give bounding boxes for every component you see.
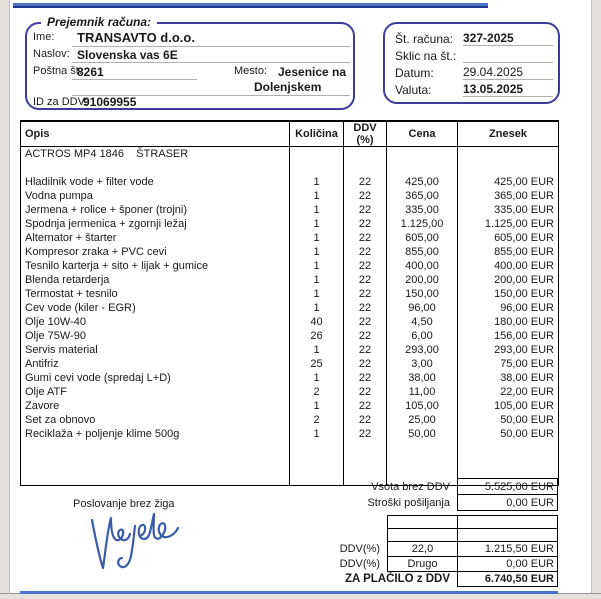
cell-znesek: 855,00 EUR [458, 245, 559, 259]
cell-desc: Spodnja jermenica + zgornji ležaj [21, 217, 290, 231]
cell-qty: 40 [290, 315, 344, 329]
col-header-kolicina: Količina [290, 121, 344, 147]
cell-znesek: 105,00 EUR [458, 399, 559, 413]
empty-value-cell-1 [457, 515, 558, 529]
cell-desc: Cev vode (kiler - EGR) [21, 301, 290, 315]
invoice-number-label: Št. računa: [395, 32, 454, 46]
cell-znesek: 1.125,00 EUR [458, 217, 559, 231]
cell-ddv: 22 [344, 385, 387, 399]
cell-qty: 1 [290, 259, 344, 273]
items-table-wrap [20, 120, 558, 486]
cell-cena: 365,00 [387, 189, 458, 203]
due-date-label: Valuta: [395, 83, 432, 97]
cell-qty: 25 [290, 357, 344, 371]
cell-cena: 400,00 [387, 259, 458, 273]
cell-qty: 1 [290, 217, 344, 231]
postal-label: Poštna št. [33, 65, 82, 77]
top-accent-bar [13, 3, 488, 8]
reference-row [395, 48, 553, 64]
table-row [21, 301, 559, 315]
cell-znesek: 365,00 EUR [458, 189, 559, 203]
cell-ddv: 22 [344, 259, 387, 273]
city-label: Mesto: [234, 65, 268, 77]
table-row [21, 189, 559, 203]
cell-cena: 1.125,00 [387, 217, 458, 231]
cell-desc: Antifriz [21, 357, 290, 371]
cell-desc: Kompresor zraka + PVC cevi [21, 245, 290, 259]
address-field-underline [72, 62, 350, 63]
date-field[interactable]: 29.04.2025 [463, 65, 553, 80]
cell-cena: 605,00 [387, 231, 458, 245]
postal-field-underline [72, 79, 197, 80]
cell-ddv: 22 [344, 175, 387, 189]
cell-ddv: 22 [344, 245, 387, 259]
cell-qty: 2 [290, 413, 344, 427]
col-header-znesek: Znesek [458, 121, 559, 147]
subtotal-label: Vsota brez DDV [371, 480, 450, 493]
cell-cena: 4,50 [387, 315, 458, 329]
cell-ddv: 22 [344, 301, 387, 315]
cell-cena: 105,00 [387, 399, 458, 413]
cell-desc: Termostat + tesnilo [21, 287, 290, 301]
cell-desc: Reciklaža + poljenje klime 500g [21, 427, 290, 441]
vat-label-2: DDV(%) [339, 558, 380, 570]
cell-desc: Set za obnovo [21, 413, 290, 427]
cell-desc: Olje ATF [21, 385, 290, 399]
no-stamp-label: Poslovanje brez žiga [73, 498, 175, 510]
cell-ddv: 22 [344, 217, 387, 231]
reference-field[interactable] [463, 48, 553, 63]
shipping-label: Stroški pošiljanja [367, 496, 450, 509]
cell-ddv: 22 [344, 427, 387, 441]
blank-row [21, 161, 559, 175]
window-margin-left [0, 0, 10, 599]
items-table [20, 120, 559, 486]
due-date-row [395, 82, 553, 98]
cell-desc: Vodna pumpa [21, 189, 290, 203]
name-field-underline [72, 46, 350, 47]
vat-value-2: 0,00 EUR [457, 556, 558, 572]
vat-rate-2: Drugo [387, 556, 458, 572]
recipient-name-row [33, 31, 54, 43]
table-row [21, 217, 559, 231]
table-row [21, 231, 559, 245]
cell-cena: 3,00 [387, 357, 458, 371]
shipping-value: 0,00 EUR [457, 494, 558, 511]
cell-znesek: 293,00 EUR [458, 343, 559, 357]
cell-qty: 1 [290, 301, 344, 315]
empty-rate-cell-1 [387, 515, 458, 529]
cell-qty: 1 [290, 189, 344, 203]
cell-desc: Gumi cevi vode (spredaj L+D) [21, 371, 290, 385]
cell-znesek: 156,00 EUR [458, 329, 559, 343]
cell-qty: 26 [290, 329, 344, 343]
vat-id-label: ID za DDV: [33, 96, 88, 108]
group-title-row [21, 147, 559, 162]
cell-qty: 1 [290, 287, 344, 301]
subtotal-row [20, 478, 558, 495]
subtotal-value: 5.525,00 EUR [457, 478, 558, 495]
cell-cena: 855,00 [387, 245, 458, 259]
table-row [21, 371, 559, 385]
city-field-line2[interactable]: Dolenjskem [254, 80, 322, 94]
due-date-field[interactable]: 13.05.2025 [463, 82, 553, 97]
cell-qty: 1 [290, 371, 344, 385]
cell-desc: Blenda retarderja [21, 273, 290, 287]
cell-desc: Tesnilo karterja + sito + lijak + gumice [21, 259, 290, 273]
table-row [21, 245, 559, 259]
cell-desc: Jermena + rolice + šponer (trojni) [21, 203, 290, 217]
table-row [21, 329, 559, 343]
cell-ddv: 22 [344, 413, 387, 427]
cell-qty: 2 [290, 385, 344, 399]
group-title: ACTROS MP4 1846 ŠTRASER [21, 147, 290, 162]
cell-ddv: 22 [344, 231, 387, 245]
address-label: Naslov: [33, 48, 70, 60]
table-row [21, 357, 559, 371]
invoice-number-row [395, 31, 553, 47]
cell-znesek: 335,00 EUR [458, 203, 559, 217]
cell-znesek: 96,00 EUR [458, 301, 559, 315]
cell-cena: 293,00 [387, 343, 458, 357]
cell-cena: 96,00 [387, 301, 458, 315]
date-label: Datum: [395, 66, 434, 80]
cell-cena: 200,00 [387, 273, 458, 287]
window-margin-right [591, 0, 601, 599]
table-row [21, 287, 559, 301]
cell-desc: Olje 75W-90 [21, 329, 290, 343]
cell-cena: 50,00 [387, 427, 458, 441]
table-row [21, 315, 559, 329]
table-row [21, 259, 559, 273]
cell-ddv: 22 [344, 357, 387, 371]
cell-cena: 6,00 [387, 329, 458, 343]
table-row [21, 343, 559, 357]
table-row [21, 427, 559, 441]
invoice-number-field[interactable]: 327-2025 [463, 31, 553, 46]
cell-znesek: 50,00 EUR [458, 413, 559, 427]
cell-desc: Servis material [21, 343, 290, 357]
cell-znesek: 75,00 EUR [458, 357, 559, 371]
cell-ddv: 22 [344, 189, 387, 203]
empty-rate-cell-2 [387, 528, 458, 542]
cell-ddv: 22 [344, 203, 387, 217]
recipient-box [25, 15, 355, 110]
cell-qty: 1 [290, 245, 344, 259]
address-field[interactable]: Slovenska vas 6E [77, 48, 178, 62]
date-row [395, 65, 553, 81]
cell-ddv: 22 [344, 399, 387, 413]
cell-ddv: 22 [344, 329, 387, 343]
table-row [21, 203, 559, 217]
city-field-line1[interactable]: Jesenice na [278, 65, 347, 79]
cell-znesek: 400,00 EUR [458, 259, 559, 273]
cell-qty: 1 [290, 427, 344, 441]
reference-label: Sklic na št.: [395, 49, 457, 63]
cell-qty: 1 [290, 343, 344, 357]
postal-row [33, 65, 82, 77]
vat-rate-1: 22,0 [387, 541, 458, 557]
cell-ddv: 22 [344, 315, 387, 329]
cell-cena: 38,00 [387, 371, 458, 385]
items-body [21, 147, 559, 486]
table-row [21, 385, 559, 399]
cell-znesek: 150,00 EUR [458, 287, 559, 301]
table-row [21, 175, 559, 189]
cell-cena: 335,00 [387, 203, 458, 217]
cell-ddv: 22 [344, 287, 387, 301]
cell-cena: 25,00 [387, 413, 458, 427]
signature [86, 512, 186, 582]
col-header-cena: Cena [387, 121, 458, 147]
vat-label-1: DDV(%) [339, 543, 380, 555]
cell-znesek: 200,00 EUR [458, 273, 559, 287]
cell-znesek: 38,00 EUR [458, 371, 559, 385]
cell-desc: Zavore [21, 399, 290, 413]
table-header-row [21, 121, 559, 147]
cell-qty: 1 [290, 175, 344, 189]
total-value: 6.740,50 EUR [457, 571, 558, 587]
cell-ddv: 22 [344, 371, 387, 385]
cell-qty: 1 [290, 273, 344, 287]
col-header-opis: Opis [21, 121, 290, 147]
cell-cena: 425,00 [387, 175, 458, 189]
cell-znesek: 22,00 EUR [458, 385, 559, 399]
vat-value-1: 1.215,50 EUR [457, 541, 558, 557]
cell-znesek: 425,00 EUR [458, 175, 559, 189]
cell-cena: 150,00 [387, 287, 458, 301]
bottom-accent-line [20, 591, 558, 594]
cell-ddv: 22 [344, 273, 387, 287]
total-label: ZA PLAČILO z DDV [345, 573, 450, 585]
name-label: Ime: [33, 31, 55, 43]
cell-desc: Olje 10W-40 [21, 315, 290, 329]
cell-znesek: 605,00 EUR [458, 231, 559, 245]
table-row [21, 413, 559, 427]
cell-qty: 1 [290, 231, 344, 245]
cell-ddv: 22 [344, 343, 387, 357]
invoice-meta-box [383, 22, 560, 104]
vat-id-field[interactable]: 91069955 [83, 95, 137, 109]
table-row [21, 399, 559, 413]
cell-desc: Hladilnik vode + filter vode [21, 175, 290, 189]
empty-value-cell-2 [457, 528, 558, 542]
recipient-box-legend: Prejemnik računa: [41, 15, 157, 29]
table-row [21, 273, 559, 287]
cell-cena: 11,00 [387, 385, 458, 399]
postal-field[interactable]: 8261 [77, 65, 104, 79]
cell-znesek: 50,00 EUR [458, 427, 559, 441]
cell-znesek: 180,00 EUR [458, 315, 559, 329]
cell-desc: Alternator + štarter [21, 231, 290, 245]
col-header-ddv: DDV (%) [344, 121, 387, 147]
address-row [33, 48, 70, 60]
cell-qty: 1 [290, 399, 344, 413]
name-field[interactable]: TRANSAVTO d.o.o. [77, 30, 195, 45]
cell-qty: 1 [290, 203, 344, 217]
